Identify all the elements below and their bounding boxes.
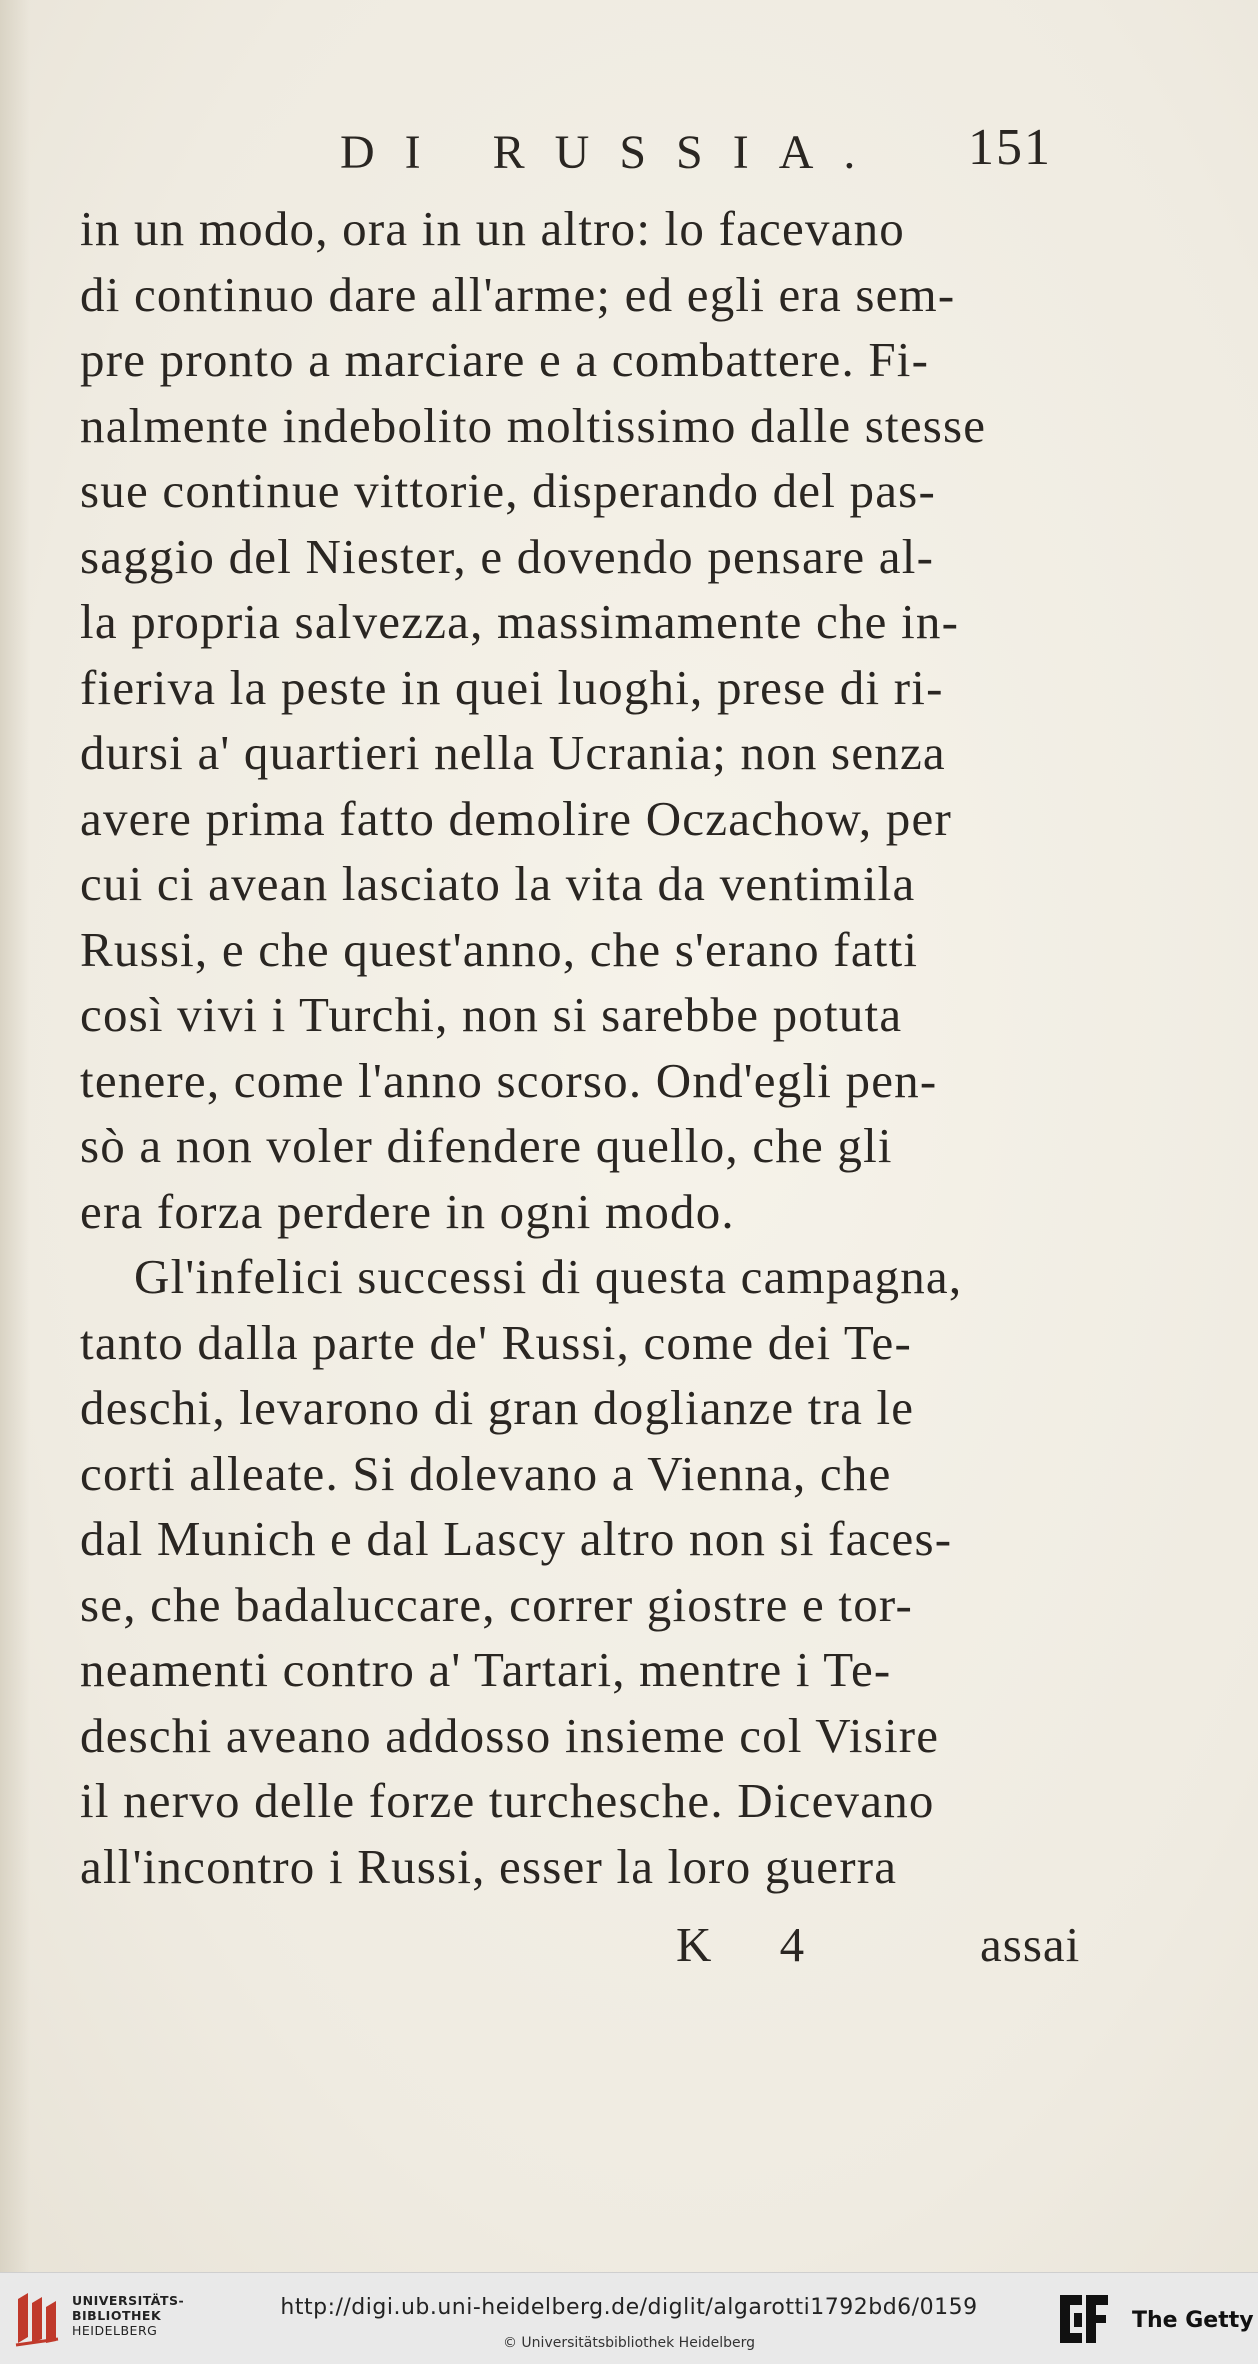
body-text bbox=[80, 196, 1120, 1899]
text-line: neamenti contro a' Tartari, mentre i Te- bbox=[80, 1642, 892, 1697]
text-line: dal Munich e dal Lascy altro non si faces- bbox=[80, 1511, 953, 1566]
text-line: deschi, levarono di gran doglianze tra le bbox=[80, 1380, 915, 1435]
text-line: fieriva la peste in quei luoghi, prese di ri- bbox=[80, 659, 944, 715]
text-line: se, che badaluccare, correr giostre e tor- bbox=[80, 1576, 913, 1632]
text-line: nalmente indebolito moltissimo dalle stesse bbox=[80, 397, 987, 453]
text-line: di continuo dare all'arme; ed egli era sem- bbox=[80, 266, 956, 322]
catchword: assai bbox=[980, 1917, 1081, 1972]
text-line: sue continue vittorie, disperando del pas- bbox=[80, 463, 936, 518]
text-line: saggio del Niester, e dovendo pensare al- bbox=[80, 528, 935, 584]
getty-logo-icon bbox=[1056, 2291, 1112, 2347]
text-line: la propria salvezza, massimamente che in- bbox=[80, 594, 960, 649]
text-line: tanto dalla parte de' Russi, come dei Te- bbox=[80, 1314, 913, 1370]
text-line: Russi, e che quest'anno, che s'erano fatti bbox=[80, 921, 919, 977]
library-name-line: UNIVERSITÄTS- bbox=[72, 2293, 185, 2308]
paragraph-start-line: Gl'infelici successi di questa campagna, bbox=[134, 1249, 963, 1304]
text-line: tenere, come l'anno scorso. Ond'egli pen- bbox=[80, 1052, 938, 1108]
text-line: avere prima fatto demolire Oczachow, per bbox=[80, 790, 952, 846]
text-line: sò a non voler difendere quello, che gli bbox=[80, 1118, 893, 1173]
copyright-notice: © Universitätsbibliothek Heidelberg bbox=[502, 2335, 755, 2351]
library-name-line: BIBLIOTHEK bbox=[72, 2308, 162, 2323]
text-line: cui ci avean lasciato la vita da ventimila bbox=[80, 856, 916, 911]
viewer-footer bbox=[0, 2272, 1258, 2364]
running-head: DI RUSSIA. bbox=[340, 126, 886, 179]
library-name-line: HEIDELBERG bbox=[72, 2323, 158, 2338]
text-line: il nervo delle forze turchesche. Dicevano bbox=[80, 1773, 935, 1828]
signature-line bbox=[0, 1916, 1258, 1986]
text-line: corti alleate. Si dolevano a Vienna, che bbox=[80, 1445, 892, 1501]
page-number: 151 bbox=[968, 119, 1052, 176]
text-line: deschi aveano addosso insieme col Visire bbox=[80, 1707, 940, 1763]
partner-name: The Getty bbox=[1132, 2308, 1254, 2333]
text-line: all'incontro i Russi, esser la loro guerra bbox=[80, 1838, 898, 1894]
text-line: in un modo, ora in un altro: lo facevano bbox=[80, 201, 905, 256]
permalink-url[interactable]: http://digi.ub.uni-heidelberg.de/diglit/algarotti1792bd6/0159 bbox=[280, 2295, 978, 2320]
text-line: dursi a' quartieri nella Ucrania; non senza bbox=[80, 725, 946, 780]
text-line: era forza perdere in ogni modo. bbox=[80, 1183, 735, 1239]
text-line: così vivi i Turchi, non si sarebbe potuta bbox=[80, 987, 903, 1042]
signature-mark: K 4 bbox=[676, 1917, 833, 1972]
text-line: pre pronto a marciare e a combattere. Fi- bbox=[80, 332, 930, 387]
